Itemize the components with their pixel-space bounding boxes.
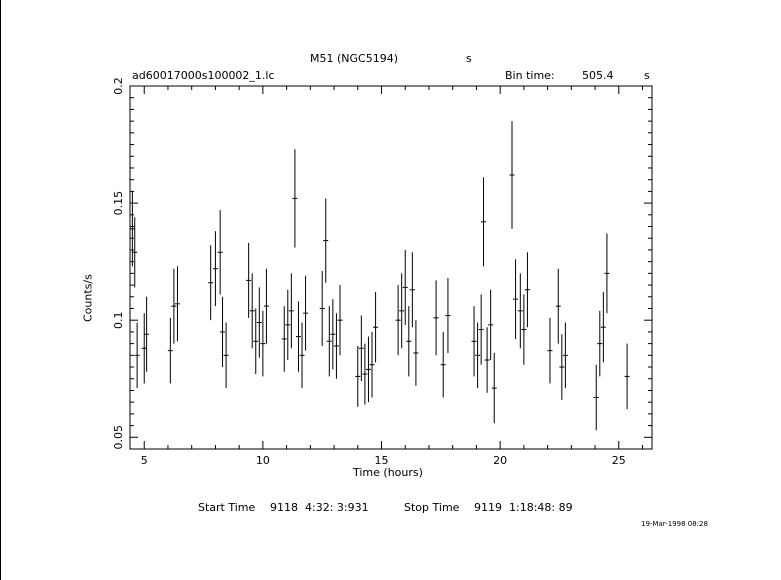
data-point [213, 231, 218, 306]
data-point [282, 306, 287, 372]
y-tick-label: 0.1 [112, 311, 125, 329]
x-tick-label: 5 [140, 454, 148, 467]
data-point [513, 259, 518, 339]
stop-time-value: 9119 1:18:48: 89 [474, 501, 573, 514]
y-tick-label: 0.15 [112, 190, 125, 216]
data-point [246, 243, 251, 318]
data-point [521, 294, 526, 364]
data-point [445, 278, 450, 353]
x-tick-label: 15 [374, 454, 389, 467]
start-time-label: Start Time [198, 501, 256, 514]
data-points [130, 121, 630, 430]
data-point [171, 269, 176, 344]
x-tick-label: 25 [611, 454, 626, 467]
data-point [296, 301, 301, 371]
data-point [292, 149, 297, 247]
data-point [413, 320, 418, 386]
y-tick-label: 0.2 [112, 77, 125, 95]
data-point [396, 285, 401, 355]
data-point [373, 292, 378, 362]
x-tick-label: 10 [255, 454, 270, 467]
data-point [410, 252, 415, 327]
y-axis-label: Counts/s [81, 274, 95, 322]
data-point [334, 313, 339, 379]
plot-frame [130, 86, 652, 449]
data-point [366, 337, 371, 403]
data-point [492, 353, 497, 423]
stop-time-label: Stop Time [404, 501, 460, 514]
data-point [285, 290, 290, 360]
data-point [218, 210, 223, 294]
timestamp: 19-Mar-1998 08:28 [641, 520, 708, 528]
data-point [479, 294, 484, 364]
start-time-value: 9118 4:32: 3:931 [270, 501, 369, 514]
data-point [175, 266, 180, 341]
data-point [485, 327, 490, 393]
x-axis-label: Time (hours) [353, 466, 423, 479]
data-point [475, 323, 480, 389]
data-point [601, 292, 606, 362]
data-point [144, 297, 149, 372]
data-point [260, 311, 265, 377]
object-suffix: s [466, 52, 472, 65]
data-point [556, 269, 561, 344]
data-point [323, 198, 328, 282]
data-point [220, 297, 225, 367]
data-point [403, 250, 408, 325]
data-point [327, 306, 332, 376]
data-point [337, 285, 342, 355]
data-point [168, 318, 173, 384]
bin-time-unit: s [644, 69, 650, 82]
data-point [510, 121, 515, 229]
tick-labels [112, 77, 626, 467]
data-point [525, 252, 530, 327]
data-point [547, 318, 552, 384]
plot-border [130, 86, 652, 449]
data-point [370, 332, 375, 398]
bin-time-value: 505.4 [582, 69, 614, 82]
data-point [441, 332, 446, 398]
data-point [518, 273, 523, 348]
x-tick-label: 20 [493, 454, 508, 467]
data-point [208, 245, 213, 320]
data-point [320, 271, 325, 346]
data-point [597, 311, 602, 377]
file-name: ad60017000s100002_1.lc [132, 69, 275, 82]
axis-ticks [130, 86, 652, 449]
data-point [289, 273, 294, 348]
y-tick-label: 0.05 [112, 425, 125, 450]
data-point [355, 346, 360, 407]
data-point [434, 280, 439, 355]
data-point [330, 299, 335, 369]
object-name: M51 (NGC5194) [310, 52, 398, 65]
data-point [135, 323, 140, 389]
data-point [563, 323, 568, 389]
data-point [359, 316, 364, 382]
data-point [264, 269, 269, 344]
data-point [362, 344, 367, 405]
data-point [472, 306, 477, 376]
data-point [142, 313, 147, 383]
data-point [406, 306, 411, 376]
data-point [604, 234, 609, 314]
data-point [625, 344, 630, 410]
data-point [300, 323, 305, 389]
data-point [481, 177, 486, 266]
data-point [488, 290, 493, 360]
data-point [559, 334, 564, 400]
data-point [253, 308, 258, 374]
data-point [257, 287, 262, 357]
data-point [399, 273, 404, 348]
data-point [594, 365, 599, 431]
bin-time-label: Bin time: [505, 69, 555, 82]
data-point [132, 217, 137, 287]
data-point [303, 276, 308, 351]
data-point [250, 273, 255, 348]
